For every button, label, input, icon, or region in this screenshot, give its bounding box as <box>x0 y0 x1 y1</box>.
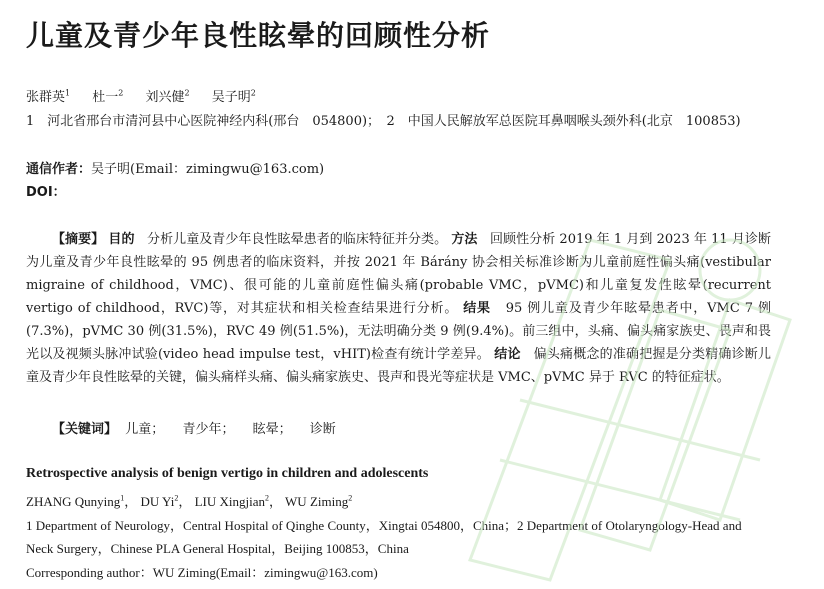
author-zh: 张群英$^1$ <box>26 88 71 105</box>
affiliations-en: 1 Department of Neurology，Central Hospital of Qinghe County，Xingtai 054800，China；2 Department of Otolaryngology-Head and Neck Surgery，Chinese PLA General Hospital，Beijing 100853，China <box>26 518 742 556</box>
results-label: 结果 <box>463 301 491 316</box>
keyword: 诊断 <box>309 422 336 437</box>
keywords-zh <box>52 418 350 437</box>
author-zh: 刘兴健$^2$ <box>145 88 190 105</box>
results-text: 95 例儿童及青少年眩晕患者中，VMC 7 例(7.3%)，pVMC 30 例(31.5%)，RVC 49 例(51.5%)，无法明确分类 9 例(9.4%)。前三组中，头痛、偏头痛家族史、畏声和畏光以及视频头脉冲试验(video head impulse test，vHIT)检查有统计学差异。 <box>26 301 771 362</box>
abstract-zh <box>26 228 771 389</box>
corresponding-label: 通信作者： <box>26 162 92 177</box>
author-en: DU Yi$^2$ <box>140 493 179 509</box>
author-en: WU Ziming$^2$ <box>285 493 353 509</box>
author-list-en: ZHANG Qunying$^1$， DU Yi$^2$， LIU Xingjian$^2$， WU Ziming$^2$ <box>26 493 353 509</box>
objective-label: 目的 <box>108 232 135 247</box>
objective-text: 分析儿童及青少年良性眩晕患者的临床特征并分类。 <box>147 232 448 247</box>
corresponding-author-en: Corresponding author：WU Ziming(Email：zimingwu@163.com) <box>26 565 378 580</box>
corresponding-value: 吴子明(Email：zimingwu@163.com) <box>91 162 325 177</box>
keywords-label: 【关键词】 <box>52 422 118 437</box>
conclusion-text: 偏头痛概念的准确把握是分类精确诊断儿童及青少年良性眩晕的关键，偏头痛样头痛、偏头痛家族史、畏声和畏光等症状是 VMC、pVMC 异于 RVC 的特征症状。 <box>26 347 771 385</box>
abstract-label: 【摘要】 <box>52 232 105 247</box>
author-zh: 杜一$^2$ <box>92 88 124 105</box>
methods-text: 回顾性分析 2019 年 1 月到 2023 年 11 月诊断为儿童及青少年良性眩晕的 95 例患者的临床资料，并按 2021 年 Bárány 协会相关标准诊断为儿童前庭性偏头痛(vestibular migraine of childhood，VMC)、很可能的儿童前庭性偏头痛(probable VMC，pVMC)和儿童复发性眩晕(recurrent vertigo of childhood，RVC)等，对其症状和相关检查结果进行分析。 <box>26 232 771 316</box>
corresponding-author-zh <box>26 158 324 177</box>
conclusion-label: 结论 <box>494 347 521 362</box>
methods-label: 方法 <box>451 232 478 247</box>
author-en: LIU Xingjian$^2$ <box>194 493 270 509</box>
paper-title-en: Retrospective analysis of benign vertigo in children and adolescents <box>26 466 429 481</box>
keyword: 眩晕； <box>252 422 292 437</box>
author-en: ZHANG Qunying$^1$ <box>26 493 125 509</box>
author-zh: 吴子明$^2$ <box>211 88 256 105</box>
keyword: 青少年； <box>182 422 235 437</box>
doi-label: DOI： <box>26 185 66 200</box>
paper-title: 儿童及青少年良性眩晕的回顾性分析 <box>26 19 491 52</box>
author-list-zh <box>26 86 274 105</box>
affiliations-zh: 1 河北省邢台市清河县中心医院神经内科(邢台 054800)； 2 中国人民解放军总医院耳鼻咽喉头颈外科(北京 100853) <box>26 114 741 129</box>
keyword: 儿童； <box>125 422 165 437</box>
